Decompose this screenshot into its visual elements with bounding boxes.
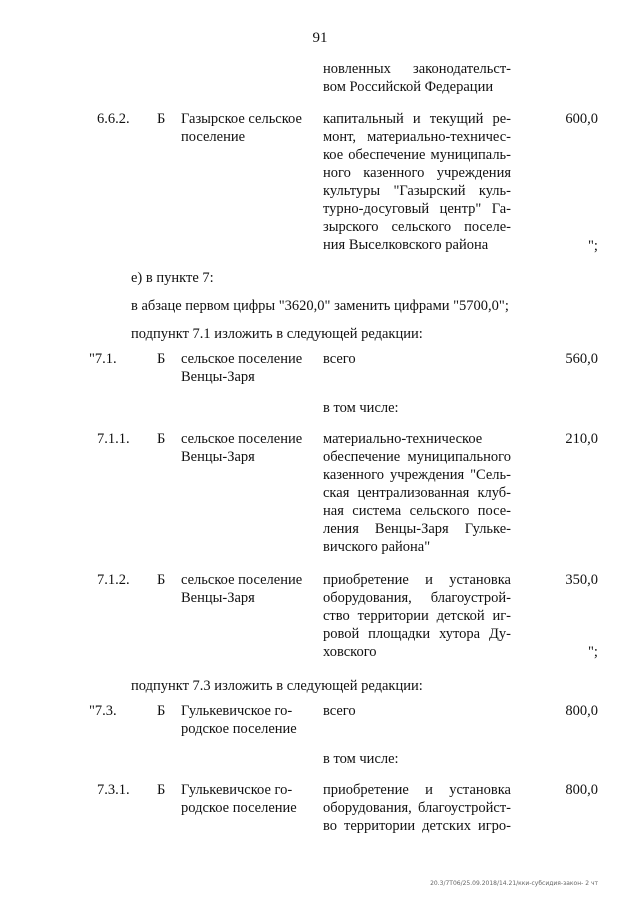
text-line: Гулькевичское го-	[181, 782, 293, 798]
row-letter: Б	[157, 351, 166, 367]
text-line: ная система сельского посе-	[323, 503, 511, 519]
row-description: всего	[323, 351, 356, 367]
row-letter: Б	[157, 111, 166, 127]
row-number: 7.3.1.	[97, 782, 130, 798]
text-line: культуры "Газырский куль-	[323, 183, 511, 199]
paragraph-subitem-7-3: подпункт 7.3 изложить в следующей редакции:	[131, 678, 423, 694]
closing-quote: ";	[588, 238, 598, 254]
text-line: приобретение и установка	[323, 572, 511, 588]
including-label: в том числе:	[323, 751, 399, 767]
text-line: сельское поселение	[181, 431, 303, 447]
text-line: ская централизованная клуб-	[323, 485, 511, 501]
continued-description	[323, 60, 511, 96]
closing-quote: ";	[588, 644, 598, 660]
text-line: материально-техническое	[323, 431, 483, 447]
row-value: 600,0	[565, 111, 598, 127]
text-line: ство территории детской иг-	[323, 608, 511, 624]
text-line: Венцы-Заря	[181, 590, 255, 606]
row-value: 350,0	[565, 572, 598, 588]
row-description	[323, 571, 511, 661]
row-value: 560,0	[565, 351, 598, 367]
text-line: оборудования, благоустройст-	[323, 800, 511, 816]
row-letter: Б	[157, 431, 166, 447]
text-line: Венцы-Заря	[181, 369, 255, 385]
row-description	[323, 430, 511, 556]
row-number: 7.1.1.	[97, 431, 130, 447]
row-recipient	[181, 571, 302, 607]
paragraph-replace-figures: в абзаце первом цифры "3620,0" заменить цифрами "5700,0";	[131, 298, 509, 314]
paragraph-e: е) в пункте 7:	[131, 270, 214, 286]
text-line: родское поселение	[181, 721, 297, 737]
text-line: обеспечение муниципального	[323, 449, 511, 465]
text-line: вом Российской Федерации	[323, 79, 494, 95]
row-description: всего	[323, 703, 356, 719]
row-recipient	[181, 430, 302, 466]
row-recipient	[181, 110, 302, 146]
text-line: ния Выселковского района	[323, 237, 489, 253]
text-line: капитальный и текущий ре-	[323, 111, 511, 127]
text-line: кое обеспечение муниципаль-	[323, 147, 511, 163]
row-recipient	[181, 702, 297, 738]
text-line: ления Венцы-Заря Гульке-	[323, 521, 511, 537]
text-line: родское поселение	[181, 800, 297, 816]
text-line: монт, материально-техничес-	[323, 129, 511, 145]
text-line: турно-досуговый центр" Га-	[323, 201, 511, 217]
text-line: поселение	[181, 129, 246, 145]
text-line: ного казенного учреждения	[323, 165, 511, 181]
including-label: в том числе:	[323, 400, 399, 416]
row-letter: Б	[157, 782, 166, 798]
document-footer: 20.3/7Т06/25.09.2018/14.21/кки-субсидия-закон- 2 чт	[430, 880, 598, 887]
row-letter: Б	[157, 703, 166, 719]
text-line: сельское поселение	[181, 351, 303, 367]
text-line: сельское поселение	[181, 572, 303, 588]
text-line: во территории детских игро-	[323, 818, 511, 834]
row-recipient	[181, 781, 297, 817]
row-value: 800,0	[565, 703, 598, 719]
row-recipient	[181, 350, 302, 386]
row-description	[323, 110, 511, 254]
row-number: 7.1.2.	[97, 572, 130, 588]
row-letter: Б	[157, 572, 166, 588]
row-number: 6.6.2.	[97, 111, 130, 127]
text-line: Газырское сельское	[181, 111, 302, 127]
row-value: 210,0	[565, 431, 598, 447]
text-line: казенного учреждения "Сель-	[323, 467, 511, 483]
row-number: "7.3.	[89, 703, 117, 719]
row-number: "7.1.	[89, 351, 117, 367]
row-value: 800,0	[565, 782, 598, 798]
text-line: Гулькевичское го-	[181, 703, 293, 719]
page-number: 91	[312, 30, 328, 46]
text-line: ровой площадки хутора Ду-	[323, 626, 511, 642]
paragraph-subitem-7-1: подпункт 7.1 изложить в следующей редакции:	[131, 326, 423, 342]
text-line: зырского сельского поселе-	[323, 219, 511, 235]
row-description	[323, 781, 511, 835]
text-line: вичского района"	[323, 539, 431, 555]
text-line: новленных законодательст-	[323, 61, 511, 77]
text-line: оборудования, благоустрой-	[323, 590, 511, 606]
text-line: ховского	[323, 644, 377, 660]
text-line: Венцы-Заря	[181, 449, 255, 465]
text-line: приобретение и установка	[323, 782, 511, 798]
